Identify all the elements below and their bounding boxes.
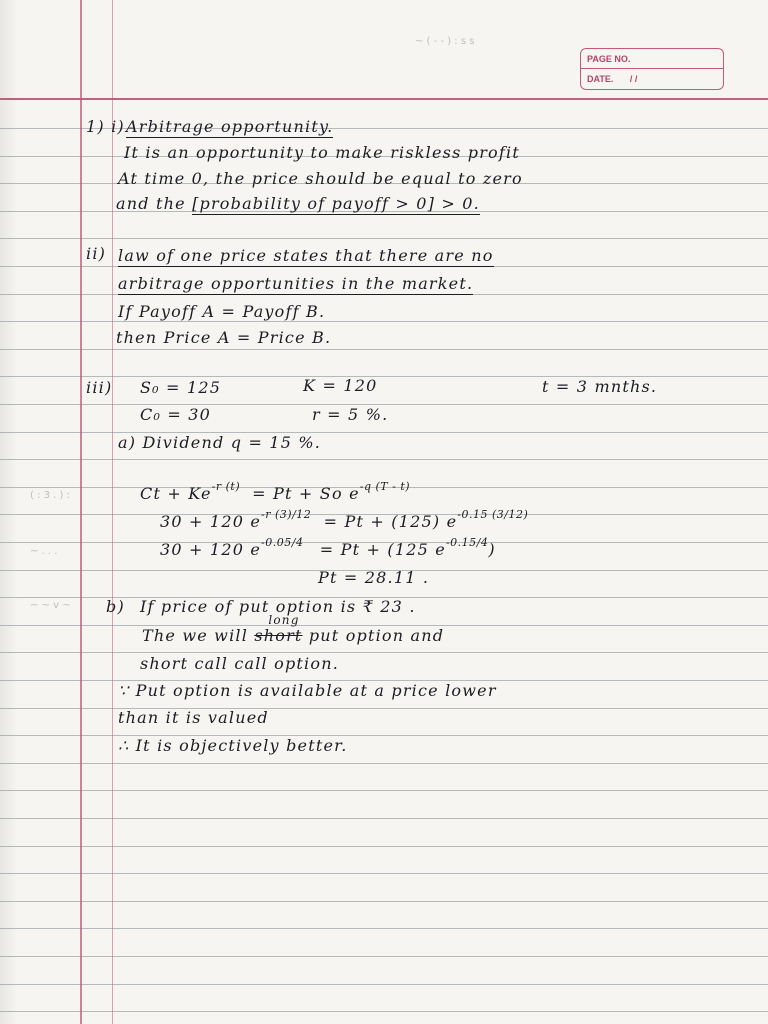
ruled-line (0, 873, 768, 874)
q1-iii-a: a) Dividend q = 15 %. (118, 433, 322, 452)
q1-ii-marker: ii) (86, 244, 107, 263)
q1-b-line4: ∵ Put option is available at a price lower (118, 681, 497, 700)
q1-ii-line4: then Price A = Price B. (116, 328, 332, 347)
ruled-line (0, 1011, 768, 1012)
q1-b-line2-end: put option and (302, 626, 445, 645)
q1-ii-line2: arbitrage opportunities in the market. (118, 274, 474, 293)
ruled-line (0, 901, 768, 902)
ruled-line (0, 956, 768, 957)
q1-i-line2: At time 0, the price should be equal to zero (118, 169, 523, 188)
ruled-line (0, 818, 768, 819)
q1-b-line2-start: The we will (142, 626, 255, 645)
margin-line (80, 0, 82, 1024)
eq2-left: 30 + 120 e (160, 512, 262, 531)
q1-b-line2 (142, 613, 445, 645)
ruled-line (0, 459, 768, 460)
q1-i-line1: It is an opportunity to make riskless profit (124, 143, 520, 162)
eq1-right: = Pt + So e (252, 484, 360, 503)
eq3-close: ) (488, 540, 496, 559)
q1-b-line1: If price of put option is ₹ 23 . (140, 597, 416, 616)
q1-iii-marker: iii) (86, 378, 113, 397)
eq2-left-exponent: -r (3)/12 (261, 508, 312, 521)
eq3-left: 30 + 120 e (160, 540, 262, 559)
q1-i-heading: Arbitrage opportunity. (126, 117, 334, 136)
margin-line-inner (112, 0, 113, 1024)
ruled-line (0, 790, 768, 791)
equation-4-result: Pt = 28.11 . (318, 568, 430, 587)
eq1-right-exponent: -q (T - t) (359, 480, 411, 493)
bleed-through-mark: ~ ( - - ) : s s (415, 36, 475, 47)
page-no-label: PAGE NO. (581, 49, 723, 69)
q1-iii-r: r = 5 %. (312, 405, 389, 424)
q1-i-line3-underlined: [probability of payoff > 0] > 0. (192, 194, 480, 213)
ruled-line (0, 652, 768, 653)
eq1-left-exponent: -r (t) (211, 480, 245, 493)
q1-iii-k: K = 120 (303, 376, 378, 395)
eq3-right-exponent: -0.15/4 (445, 536, 489, 549)
q1-ii-line1: law of one price states that there are no (118, 246, 494, 265)
equation-3 (160, 536, 496, 559)
ruled-line (0, 238, 768, 239)
equation-2 (160, 508, 529, 531)
ruled-line (0, 984, 768, 985)
q1-i-marker: 1) i) (86, 117, 125, 136)
bleed-through-mark: ~ ~ v ~ (30, 600, 71, 611)
q1-iii-c0: C₀ = 30 (140, 405, 211, 424)
ruled-line (0, 349, 768, 350)
ruled-line (0, 763, 768, 764)
ruled-line (0, 708, 768, 709)
bleed-through-mark: ( : 3 . ) : (30, 490, 70, 501)
struck-word: short (254, 626, 303, 645)
eq3-left-exponent: -0.05/4 (261, 536, 304, 549)
header-rule (0, 98, 768, 100)
date-value: / / (629, 74, 638, 84)
q1-b-line3: short call call option. (140, 654, 339, 673)
page-date-box (580, 48, 724, 90)
date-label: DATE. (587, 74, 614, 84)
q1-i-line3-start: and the (116, 194, 193, 213)
eq2-right-exponent: -0.15 (3/12) (457, 508, 529, 521)
inserted-word: long (268, 613, 300, 627)
ruled-line (0, 735, 768, 736)
bleed-through-mark: ~ . . . (30, 546, 58, 557)
q1-b-line5: than it is valued (118, 708, 269, 727)
eq2-right: = Pt + (125) e (323, 512, 458, 531)
date-row (581, 69, 723, 89)
eq3-right: = Pt + (125 e (319, 540, 446, 559)
ruled-line (0, 928, 768, 929)
q1-b-marker: b) (106, 597, 125, 616)
q1-i-line3 (116, 194, 480, 213)
ruled-line (0, 846, 768, 847)
ruled-line (0, 432, 768, 433)
q1-iii-t: t = 3 mnths. (542, 377, 658, 396)
eq1-left: Ct + Ke (140, 484, 212, 503)
q1-b-line6: ∴ It is objectively better. (118, 736, 348, 755)
q1-ii-line3: If Payoff A = Payoff B. (118, 302, 326, 321)
equation-1 (140, 480, 411, 503)
ruled-line (0, 321, 768, 322)
q1-iii-s0: S₀ = 125 (140, 378, 222, 397)
